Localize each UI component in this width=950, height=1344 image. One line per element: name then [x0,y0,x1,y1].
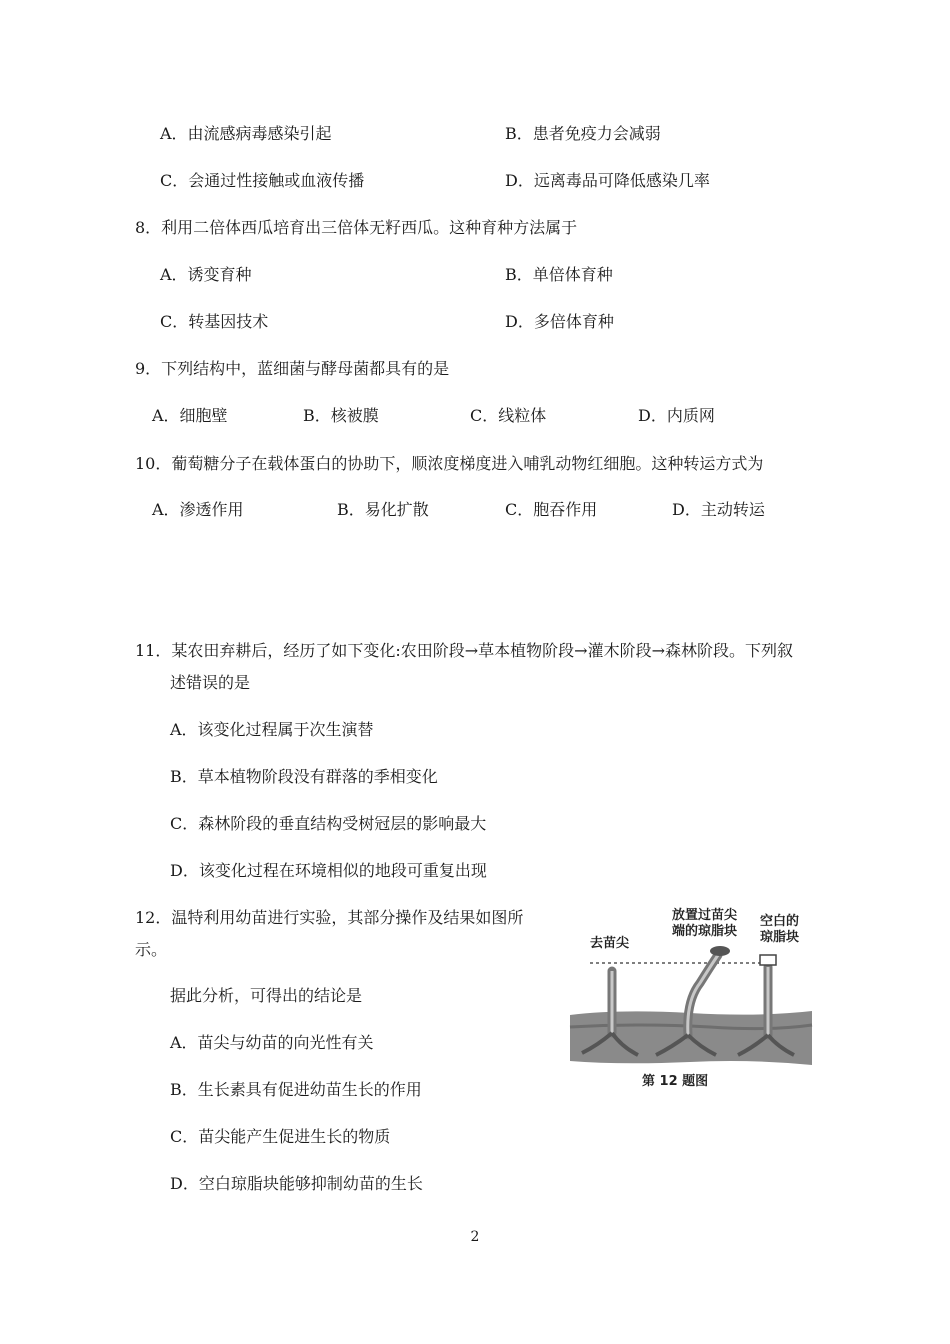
label-blank-line2: 琼脂块 [760,930,800,945]
q9-option-b: B．核被膜 [303,406,379,425]
q10-option-c: C．胞吞作用 [505,500,598,519]
q10-option-d: D．主动转运 [672,500,765,519]
page-number: 2 [470,1229,480,1245]
q11-option-a: A．该变化过程属于次生演替 [170,720,374,739]
q8-option-a: A．诱变育种 [160,265,252,284]
q7-option-a: A．由流感病毒感染引起 [160,124,332,143]
q12-lead: 据此分析，可得出的结论是 [170,986,363,1005]
q11-option-b: B．草本植物阶段没有群落的季相变化 [170,767,438,786]
q10-option-a: A．渗透作用 [152,500,244,519]
q12-option-a: A．苗尖与幼苗的向光性有关 [170,1033,374,1052]
label-decapitated: 去苗尖 [590,936,630,951]
label-treated-line1: 放置过苗尖 [672,908,738,923]
q9-stem: 9．下列结构中，蓝细菌与酵母菌都具有的是 [135,359,450,378]
treated-agar-block [710,946,730,956]
q12-stem-line1: 12．温特利用幼苗进行实验，其部分操作及结果如图所 [135,908,524,927]
q11-stem-line2: 述错误的是 [170,673,251,692]
blank-agar-block [760,955,776,965]
q8-option-c: C．转基因技术 [160,312,269,331]
q7-option-b: B．患者免疫力会减弱 [505,124,661,143]
q12-option-d: D．空白琼脂块能够抑制幼苗的生长 [170,1174,423,1193]
q12-option-c: C．苗尖能产生促进生长的物质 [170,1127,391,1146]
label-treated-line2: 端的琼脂块 [672,924,738,939]
q8-stem: 8．利用二倍体西瓜培育出三倍体无籽西瓜。这种育种方法属于 [135,218,578,237]
q8-option-b: B．单倍体育种 [505,265,613,284]
q10-option-b: B．易化扩散 [337,500,429,519]
seedling-experiment-diagram [560,905,818,1095]
q12-stem-line2: 示。 [135,940,168,959]
q11-option-d: D．该变化过程在环境相似的地段可重复出现 [170,861,487,880]
q9-option-a: A．细胞壁 [152,406,228,425]
q8-option-d: D．多倍体育种 [505,312,614,331]
q9-option-d: D．内质网 [638,406,715,425]
q12-figure [560,905,818,1095]
figure-caption: 第 12 题图 [642,1074,709,1089]
q10-stem: 10．葡萄糖分子在载体蛋白的协助下，顺浓度梯度进入哺乳动物红细胞。这种转运方式为 [135,454,764,473]
q11-stem-line1: 11．某农田弃耕后，经历了如下变化:农田阶段→草本植物阶段→灌木阶段→森林阶段。下列叙 [135,641,793,660]
q9-option-c: C．线粒体 [470,406,547,425]
q7-option-c: C．会通过性接触或血液传播 [160,171,365,190]
q7-option-d: D．远离毒品可降低感染几率 [505,171,710,190]
q12-option-b: B．生长素具有促进幼苗生长的作用 [170,1080,422,1099]
q11-option-c: C．森林阶段的垂直结构受树冠层的影响最大 [170,814,487,833]
label-blank-line1: 空白的 [760,914,800,929]
